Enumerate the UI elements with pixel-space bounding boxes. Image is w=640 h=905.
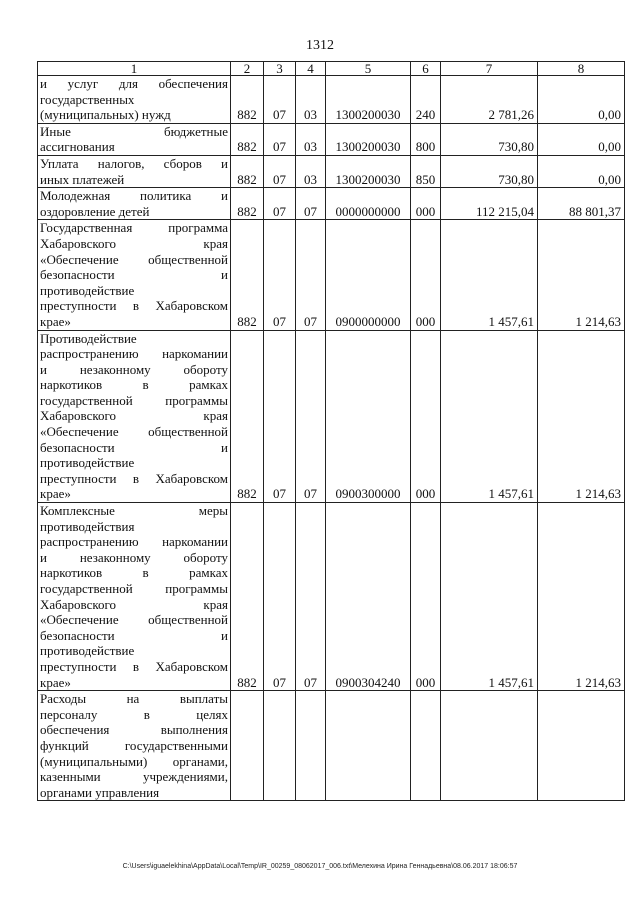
- target-article-code: 0000000000: [326, 188, 411, 220]
- section-code: 07: [264, 503, 296, 691]
- amount-col7: 112 215,04: [441, 188, 538, 220]
- subsection-code: [296, 691, 326, 801]
- subsection-code: 03: [296, 155, 326, 187]
- description-line: «Обеспечение общественной: [40, 251, 228, 267]
- column-header: 5: [326, 62, 411, 76]
- description-line: противодействие: [40, 282, 135, 298]
- amount-col7: 1 457,61: [441, 220, 538, 330]
- row-description: [38, 188, 231, 220]
- amount-col8: 1 214,63: [538, 330, 625, 503]
- description-line: Молодежная политика и: [40, 188, 228, 204]
- row-description: [38, 503, 231, 691]
- description-line: обеспечения выполнения: [40, 722, 228, 738]
- column-header: 6: [411, 62, 441, 76]
- department-code: 882: [231, 76, 264, 124]
- amount-col8: 0,00: [538, 76, 625, 124]
- description-line: наркотиков в рамках: [40, 565, 228, 581]
- subsection-code: 03: [296, 123, 326, 155]
- expense-type-code: 000: [411, 330, 441, 503]
- header-row: [38, 62, 625, 76]
- expense-type-code: 800: [411, 123, 441, 155]
- target-article-code: [326, 691, 411, 801]
- description-line: и незаконному обороту: [40, 361, 228, 377]
- description-line: «Обеспечение общественной: [40, 612, 228, 628]
- subsection-code: 07: [296, 220, 326, 330]
- row-description: [38, 155, 231, 187]
- description-line: персоналу в целях: [40, 706, 228, 722]
- expense-type-code: [411, 691, 441, 801]
- description-line: ассигнования: [40, 139, 115, 155]
- description-line: государственных: [40, 91, 135, 107]
- description-line: распространению наркомании: [40, 346, 228, 362]
- table-row: [38, 76, 625, 124]
- subsection-code: 07: [296, 503, 326, 691]
- table-row: [38, 220, 625, 330]
- amount-col8: 88 801,37: [538, 188, 625, 220]
- target-article-code: 1300200030: [326, 123, 411, 155]
- amount-col8: 0,00: [538, 155, 625, 187]
- description-line: Государственная программа: [40, 220, 228, 236]
- column-header: 3: [264, 62, 296, 76]
- expense-type-code: 850: [411, 155, 441, 187]
- description-line: органами управления: [40, 784, 160, 800]
- row-description: [38, 220, 231, 330]
- subsection-code: 03: [296, 76, 326, 124]
- expense-type-code: 240: [411, 76, 441, 124]
- row-description: [38, 330, 231, 503]
- amount-col8: [538, 691, 625, 801]
- section-code: 07: [264, 155, 296, 187]
- target-article-code: 0900000000: [326, 220, 411, 330]
- description-line: Противодействие: [40, 330, 137, 346]
- amount-col7: 730,80: [441, 123, 538, 155]
- department-code: 882: [231, 330, 264, 503]
- footer-file-path: C:\Users\iguaelekhina\AppData\Local\Temp\IR_00259_08062017_006.txt\Мелехина Ирина Геннадьевна\08.06.2017 18:06:57: [122, 863, 518, 870]
- budget-table: [37, 61, 625, 801]
- amount-col7: 1 457,61: [441, 330, 538, 503]
- table-row: [38, 155, 625, 187]
- description-line: (муниципальными) органами,: [40, 753, 228, 769]
- table-row: [38, 503, 625, 691]
- row-description: [38, 691, 231, 801]
- description-line: Хабаровского края: [40, 235, 228, 251]
- department-code: 882: [231, 188, 264, 220]
- description-line: государственной программы: [40, 392, 228, 408]
- description-line: Хабаровского края: [40, 596, 228, 612]
- description-line: безопасности и: [40, 439, 228, 455]
- description-line: оздоровление детей: [40, 203, 150, 219]
- description-line: казенными учреждениями,: [40, 769, 228, 785]
- column-header: 8: [538, 62, 625, 76]
- amount-col7: [441, 691, 538, 801]
- department-code: 882: [231, 503, 264, 691]
- description-line: Уплата налогов, сборов и: [40, 155, 228, 171]
- description-line: распространению наркомании: [40, 534, 228, 550]
- description-line: Комплексные меры: [40, 503, 228, 519]
- row-description: [38, 76, 231, 124]
- department-code: [231, 691, 264, 801]
- section-code: 07: [264, 220, 296, 330]
- expense-type-code: 000: [411, 220, 441, 330]
- page-number: 1312: [306, 38, 334, 53]
- department-code: 882: [231, 123, 264, 155]
- description-line: и незаконному обороту: [40, 549, 228, 565]
- description-line: Расходы на выплаты: [40, 691, 228, 707]
- expense-type-code: 000: [411, 503, 441, 691]
- section-code: 07: [264, 188, 296, 220]
- description-line: преступности в Хабаровском: [40, 470, 228, 486]
- section-code: [264, 691, 296, 801]
- description-line: Хабаровского края: [40, 408, 228, 424]
- subsection-code: 07: [296, 188, 326, 220]
- table-row: [38, 691, 625, 801]
- description-line: преступности в Хабаровском: [40, 658, 228, 674]
- amount-col8: 0,00: [538, 123, 625, 155]
- department-code: 882: [231, 155, 264, 187]
- amount-col7: 2 781,26: [441, 76, 538, 124]
- target-article-code: 1300200030: [326, 76, 411, 124]
- description-line: безопасности и: [40, 267, 228, 283]
- target-article-code: 0900304240: [326, 503, 411, 691]
- column-header: 7: [441, 62, 538, 76]
- description-line: крае»: [40, 486, 71, 502]
- section-code: 07: [264, 123, 296, 155]
- description-line: крае»: [40, 674, 71, 690]
- description-line: противодействие: [40, 643, 135, 659]
- description-line: функций государственными: [40, 737, 228, 753]
- target-article-code: 1300200030: [326, 155, 411, 187]
- target-article-code: 0900300000: [326, 330, 411, 503]
- description-line: наркотиков в рамках: [40, 377, 228, 393]
- section-code: 07: [264, 76, 296, 124]
- description-line: государственной программы: [40, 581, 228, 596]
- amount-col7: 1 457,61: [441, 503, 538, 691]
- column-header: 4: [296, 62, 326, 76]
- table-row: [38, 123, 625, 155]
- column-header: 2: [231, 62, 264, 76]
- amount-col8: 1 214,63: [538, 220, 625, 330]
- amount-col7: 730,80: [441, 155, 538, 187]
- column-header: 1: [38, 62, 231, 76]
- amount-col8: 1 214,63: [538, 503, 625, 691]
- description-line: противодействия: [40, 518, 135, 534]
- row-description: [38, 123, 231, 155]
- description-line: «Обеспечение общественной: [40, 424, 228, 440]
- table-row: [38, 330, 625, 503]
- description-line: противодействие: [40, 455, 135, 471]
- description-line: и услуг для обеспечения: [40, 76, 228, 91]
- description-line: крае»: [40, 313, 71, 329]
- description-line: Иные бюджетные: [40, 123, 228, 139]
- section-code: 07: [264, 330, 296, 503]
- expense-type-code: 000: [411, 188, 441, 220]
- description-line: преступности в Хабаровском: [40, 298, 228, 314]
- description-line: безопасности и: [40, 627, 228, 643]
- description-line: (муниципальных) нужд: [40, 107, 171, 123]
- department-code: 882: [231, 220, 264, 330]
- subsection-code: 07: [296, 330, 326, 503]
- description-line: иных платежей: [40, 171, 125, 187]
- table-row: [38, 188, 625, 220]
